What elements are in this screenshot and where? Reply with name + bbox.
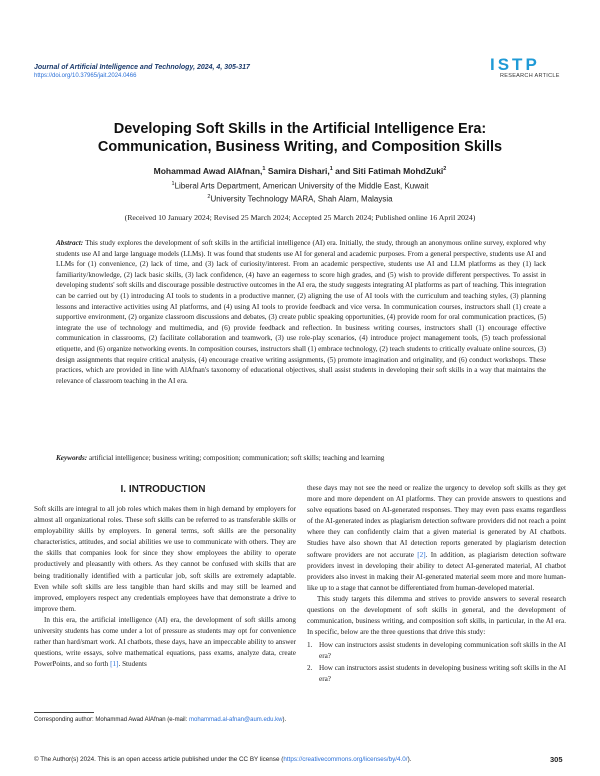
author-name: and Siti Fatimah MohdZuki — [332, 166, 444, 176]
keywords-text: artificial intelligence; business writing; composition; communication; soft skills; teaching and learning — [87, 454, 385, 462]
journal-citation: Journal of Artificial Intelligence and Technology, 2024, 4, 305-317 — [34, 64, 250, 71]
author-affil-mark: 1 — [329, 166, 333, 173]
page-number: 305 — [550, 755, 563, 764]
title-line-2: Communication, Business Writing, and Composition Skills — [97, 139, 503, 155]
author-list — [0, 166, 600, 176]
license-text: © The Author(s) 2024. This is an open access article published under the CC BY license ( — [34, 756, 284, 763]
paragraph-text: . Students — [118, 660, 147, 669]
abstract — [56, 238, 546, 386]
author-name: Mohammad Awad AlAfnan, — [153, 166, 263, 176]
paragraph: This study targets this dilemma and strives to provide answers to several research questions on the development of soft skills in general, and the development of communication, business writing, and composition soft skills, in particular, in the AI era. In specific, below are the three questions that drive this study: — [307, 594, 566, 637]
affiliation-2 — [0, 194, 600, 204]
paragraph-text: In this era, the artificial intelligence (AI) era, the development of soft skills among university students has come under a lot of pressure as students may opt for convenience rather than hard/smart work. AI chatbots, these days, have an impeccable ability to answer questions, write essays, solve mathematical equations, pass exams, analyze data, create PowerPoints, and so forth — [34, 615, 296, 669]
corr-close: ). — [282, 717, 287, 723]
affil-mark: 1 — [171, 181, 175, 187]
right-column — [307, 483, 566, 685]
logo-text: ISTP — [490, 56, 540, 72]
license-close: ). — [407, 756, 412, 763]
list-item — [307, 663, 566, 685]
footnote-divider — [34, 712, 94, 713]
section-heading: I. INTRODUCTION — [120, 484, 206, 495]
license-footer — [34, 756, 411, 763]
list-number: 2. — [307, 663, 313, 672]
citation-link[interactable]: [1] — [110, 660, 119, 669]
research-questions — [307, 640, 566, 684]
affil-mark: 2 — [207, 194, 211, 200]
list-number: 1. — [307, 641, 313, 650]
affil-text: University Technology MARA, Shah Alam, Malaysia — [210, 194, 393, 204]
paragraph: Soft skills are integral to all job roles which makes them in high demand by employers for almost all organizational roles. These soft skills can be referred to as transferable skills or employability skills by employers. In general terms, soft skills are the personality characteristics, attitudes, and social abilities we use to communicate with others. They are the skills that companies look for since they show employees the ability to operate productively and pleasantly with others. As they cannot be confused with skills that are being traditionally identified with a particular job, soft skills are extremely adaptable. Even while soft skills are less tangible than hard skills and may still be learned and improved, employers respect any credentials employees have that demonstrate a drive to improve them. — [34, 505, 296, 613]
corr-text: Corresponding author: Mohammad Awad AlAfnan (e-mail: — [34, 717, 189, 723]
author-affil-mark: 1 — [262, 166, 266, 173]
affiliation-1 — [0, 181, 600, 191]
paragraph — [307, 483, 566, 594]
title-line-1: Developing Soft Skills in the Artificial Intelligence Era: — [113, 121, 487, 137]
list-item — [307, 640, 566, 662]
paragraph-text: these days may not see the need or realize the urgency to develop soft skills as they get more and more dependent on AI platforms. They can provide answers to questions and solve equations based on AI-generated responses. They may even pass exams regardless of the AI-generated index as plagiarism detection software providers did not reach a point where they can confidently claim that a given material is generated by AI chatbots. Studies have also shown that AI detection reports generated by plagiarism detection software providers are not accurate — [307, 484, 566, 559]
license-link[interactable]: https://creativecommons.org/licenses/by/4.0/ — [283, 756, 408, 763]
email-link[interactable]: mohammad.al-afnan@aum.edu.kw — [188, 717, 283, 723]
affil-text: Liberal Arts Department, American University of the Middle East, Kuwait — [174, 181, 429, 191]
paper-title — [0, 120, 600, 156]
paragraph — [34, 615, 296, 670]
publication-dates: (Received 10 January 2024; Revised 25 March 2024; Accepted 25 March 2024; Published online 16 April 2024) — [124, 213, 476, 222]
article-type-label: RESEARCH ARTICLE — [500, 73, 560, 79]
abstract-text: This study explores the development of soft skills in the artificial intelligence (AI) era. Initially, the study, through an anonymous online survey, explored why students use AI and large language models (LLMs). It was found that students use AI for general and academic purposes. From a general perspective, students use AI and LLMs for (1) convenience, (2) lack of time, and (3) lack of curiosity/interest. From an academic perspective, students use AI and LLM platforms as they (1) lack familiarity/knowledge, (2) lack basic skills, (3) lack confidence, (4) have an eagerness to score high grades, and (5) wish to provide different perspectives. To assist in developing students' soft skills and discourage possible destructive outcomes in the AI era, the study suggests integrating AI platforms as part of teaching. This integration can be carried out by (1) introducing AI tools to students in a productive manner, (2) aligning the use of AI tools with the curriculum and teaching styles, (3) planning lessons and interactive activities using AI platforms, and (4) using AI tools to provide feedback and vice versa. In communication courses, instructors shall (1) create a supportive environment, (2) organize classroom discussions and debates, (3) create public speaking opportunities, (4) provide room for oral communication practices, (5) integrate the use of technology and multimedia, and (6) provide feedback and reflection. In business writing courses, instructors shall (1) encourage effective communication in classrooms, (2) facilitate collaboration and teamwork, (3) use role-play scenarios, (4) introduce project management tools, (5) teach professional etiquette, and (6) organize networking events. In composition courses, instructors shall (1) embrace technology, (2) teach students to critically evaluate online sources, (3) design assignments that require critical analysis, (4) encourage creative writing assignments, (5) promote imagination and originality, and (6) conduct workshops. These practices, which are provided in line with AlAfnan's taxonomy of educational objectives, shall assist students in developing their soft skills in a way that maintains the relevance of classroom teaching in the AI era. — [56, 239, 546, 385]
abstract-label: Abstract: — [56, 239, 84, 247]
author-affil-mark: 2 — [443, 166, 447, 173]
corresponding-author — [34, 716, 296, 725]
paragraph-text: . In addition, as plagiarism detection software providers invest in developing their ability to detect AI-generated material, AI chatbot providers also invest in making their AI-generated material seem more and more human-like up to a stage that cannot be differentiated from human-developed material. — [307, 550, 566, 592]
list-text: How can instructors assist students in developing communication soft skills in the AI era? — [319, 641, 566, 661]
keywords — [56, 454, 546, 462]
author-name: Samira Dishari, — [265, 166, 330, 176]
citation-link[interactable]: [2] — [417, 550, 426, 559]
keywords-label: Keywords: — [56, 454, 88, 462]
left-column — [34, 504, 296, 670]
doi-link[interactable]: https://doi.org/10.37965/jait.2024.0466 — [34, 73, 137, 79]
istp-logo — [490, 56, 566, 72]
list-text: How can instructors assist students in developing business writing soft skills in the AI era? — [319, 663, 566, 683]
